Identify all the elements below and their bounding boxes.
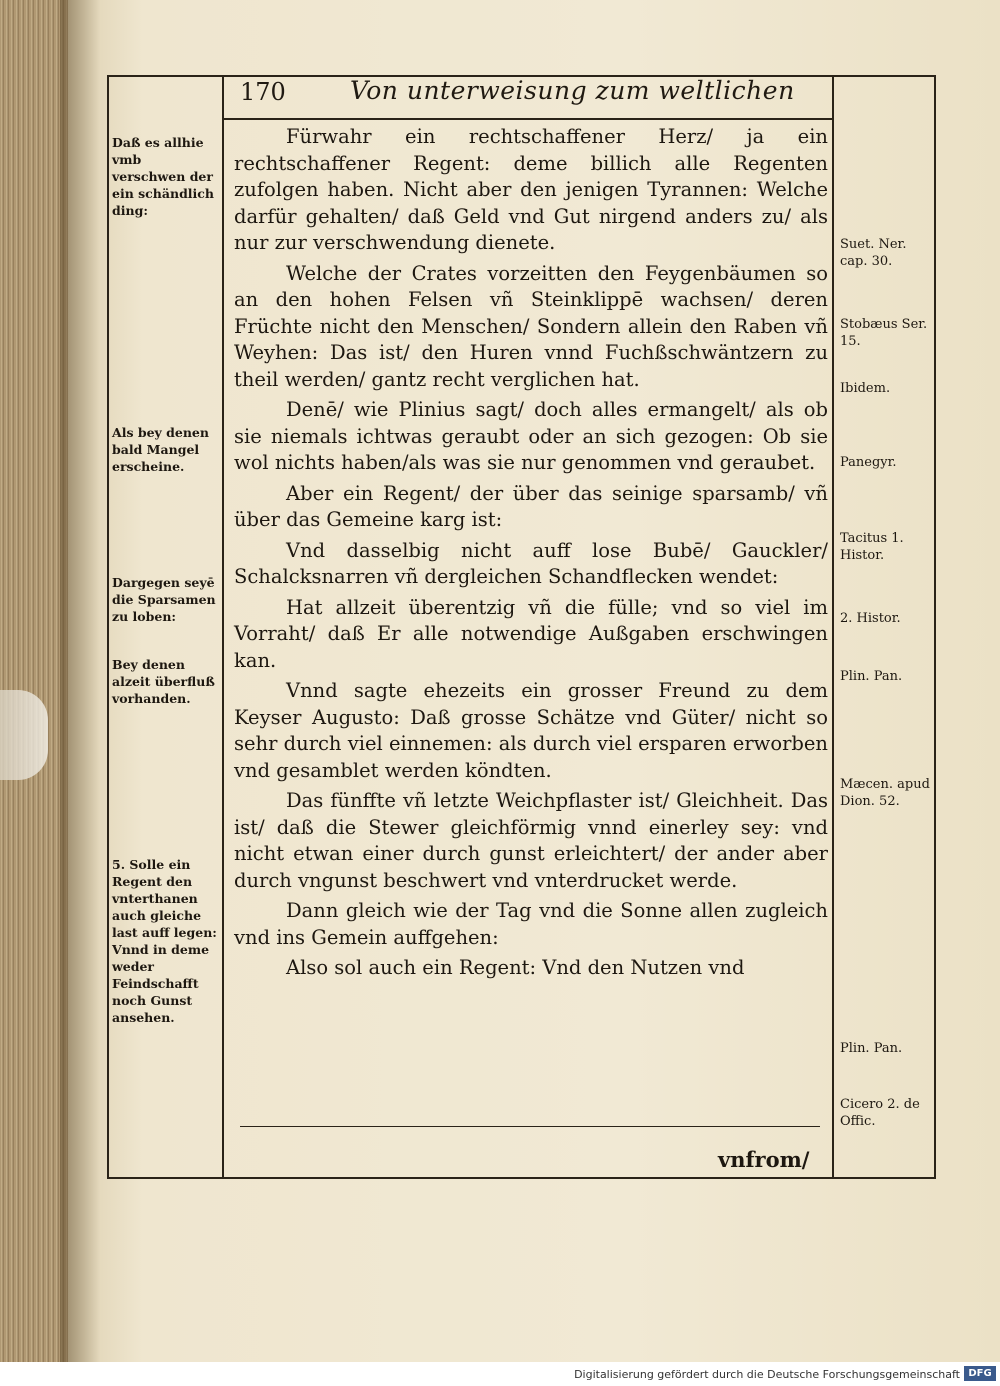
right-margin-note: Cicero 2. de Offic.: [840, 1097, 920, 1129]
paragraph: Denē/ wie Plinius sagt/ doch alles ermangelt/ als ob sie niemals ichtwas geraubt oder an sich gezogen: Ob sie wol nichts haben/als was sie nur genommen vnd geraubet.: [234, 398, 828, 474]
paragraph: Vnd dasselbig nicht auff lose Bubē/ Gauckler/ Schalcksnarren vñ dergleichen Schandflecken wendet:: [234, 538, 828, 588]
left-margin-note: Als bey denen bald Mangel erscheine.: [112, 425, 209, 474]
right-margin-note: Mæcen. apud Dion. 52.: [840, 777, 930, 809]
right-column-rule: [832, 75, 834, 1179]
right-margin-note: Plin. Pan.: [840, 669, 903, 684]
main-text: [234, 124, 828, 986]
paragraph: Hat allzeit überentzig vñ die fülle; vnd so viel im Vorraht/ daß Er alle notwendige Außgaben erschwingen kan.: [234, 595, 828, 672]
dfg-logo-icon: DFG: [964, 1366, 996, 1381]
right-margin-note: Suet. Ner. cap. 30.: [840, 237, 907, 269]
paragraph: Welche der Crates vorzeitten den Feygenbäumen so an den hohen Felsen vñ Steinklippē wachsen/ deren Früchte nicht den Menschen/ Sondern allein den Raben vñ Weyhen: Das ist/ den Huren vnnd Fuchßschwäntzern zu theil werden/ gantz recht verglichen hat.: [234, 261, 828, 391]
left-margin-note: Dargegen seyē die Sparsamen zu loben:: [112, 575, 216, 624]
right-margin-note: Tacitus 1. Histor.: [840, 531, 904, 563]
left-margin-note: Daß es allhie vmb verschwen der ein schändlich ding:: [112, 135, 215, 218]
paragraph: Das fünffte vñ letzte Weichpflaster ist/ Gleichheit. Das ist/ daß die Stewer gleichförmig vnnd einerley sey: vnd nicht etwan einer durch gunst erleichtert/ der ander aber durch vngunst beschwert vnd vnterdrucket werde.: [234, 789, 828, 892]
left-margin-note: Bey denen alzeit überfluß vorhanden.: [112, 657, 215, 706]
paragraph: Vnnd sagte ehezeits ein grosser Freund zu dem Keyser Augusto: Daß grosse Schätze vnd Güter/ nicht so sehr durch viel einnemen: als durch viel ersparen erworben vnd gesamblet werden köndten.: [234, 679, 828, 782]
catchword: vnfrom/: [718, 1147, 810, 1172]
right-margin-note: 2. Histor.: [840, 611, 901, 626]
header-rule: [222, 118, 834, 120]
left-column-rule: [222, 75, 224, 1179]
running-head: Von unterweisung zum weltlichen: [350, 76, 795, 105]
right-margin-note: Stobæus Ser. 15.: [840, 317, 928, 349]
page-clip: [0, 690, 48, 780]
paragraph: Dann gleich wie der Tag vnd die Sonne allen zugleich vnd ins Gemein auffgehen:: [234, 899, 828, 949]
funding-credit: Digitalisierung gefördert durch die Deutsche Forschungsgemeinschaft: [574, 1368, 960, 1381]
paragraph: Fürwahr ein rechtschaffener Herz/ ja ein rechtschaffener Regent: deme billich alle Regenten zufolgen haben. Nicht aber den jenigen Tyrannen: Welche darfür gehalten/ daß Geld vnd Gut nirgend anders zu/ als nur zur verschwendung dienete.: [234, 125, 828, 254]
page-number: 170: [240, 78, 286, 106]
right-margin-note: Panegyr.: [840, 455, 897, 470]
right-margin-note: Ibidem.: [840, 381, 891, 396]
paragraph: Aber ein Regent/ der über das seinige sparsamb/ vñ über das Gemeine karg ist:: [234, 481, 828, 531]
right-margin-note: Plin. Pan.: [840, 1041, 903, 1056]
footer-rule: [240, 1126, 820, 1127]
gutter-shadow: [60, 0, 100, 1362]
paragraph: Also sol auch ein Regent: Vnd den Nutzen vnd: [286, 956, 745, 979]
left-margin-note: 5. Solle ein Regent den vnterthanen auch gleiche last auff legen: Vnnd in deme weder Feindschafft noch Gunst ansehen.: [112, 857, 217, 1025]
